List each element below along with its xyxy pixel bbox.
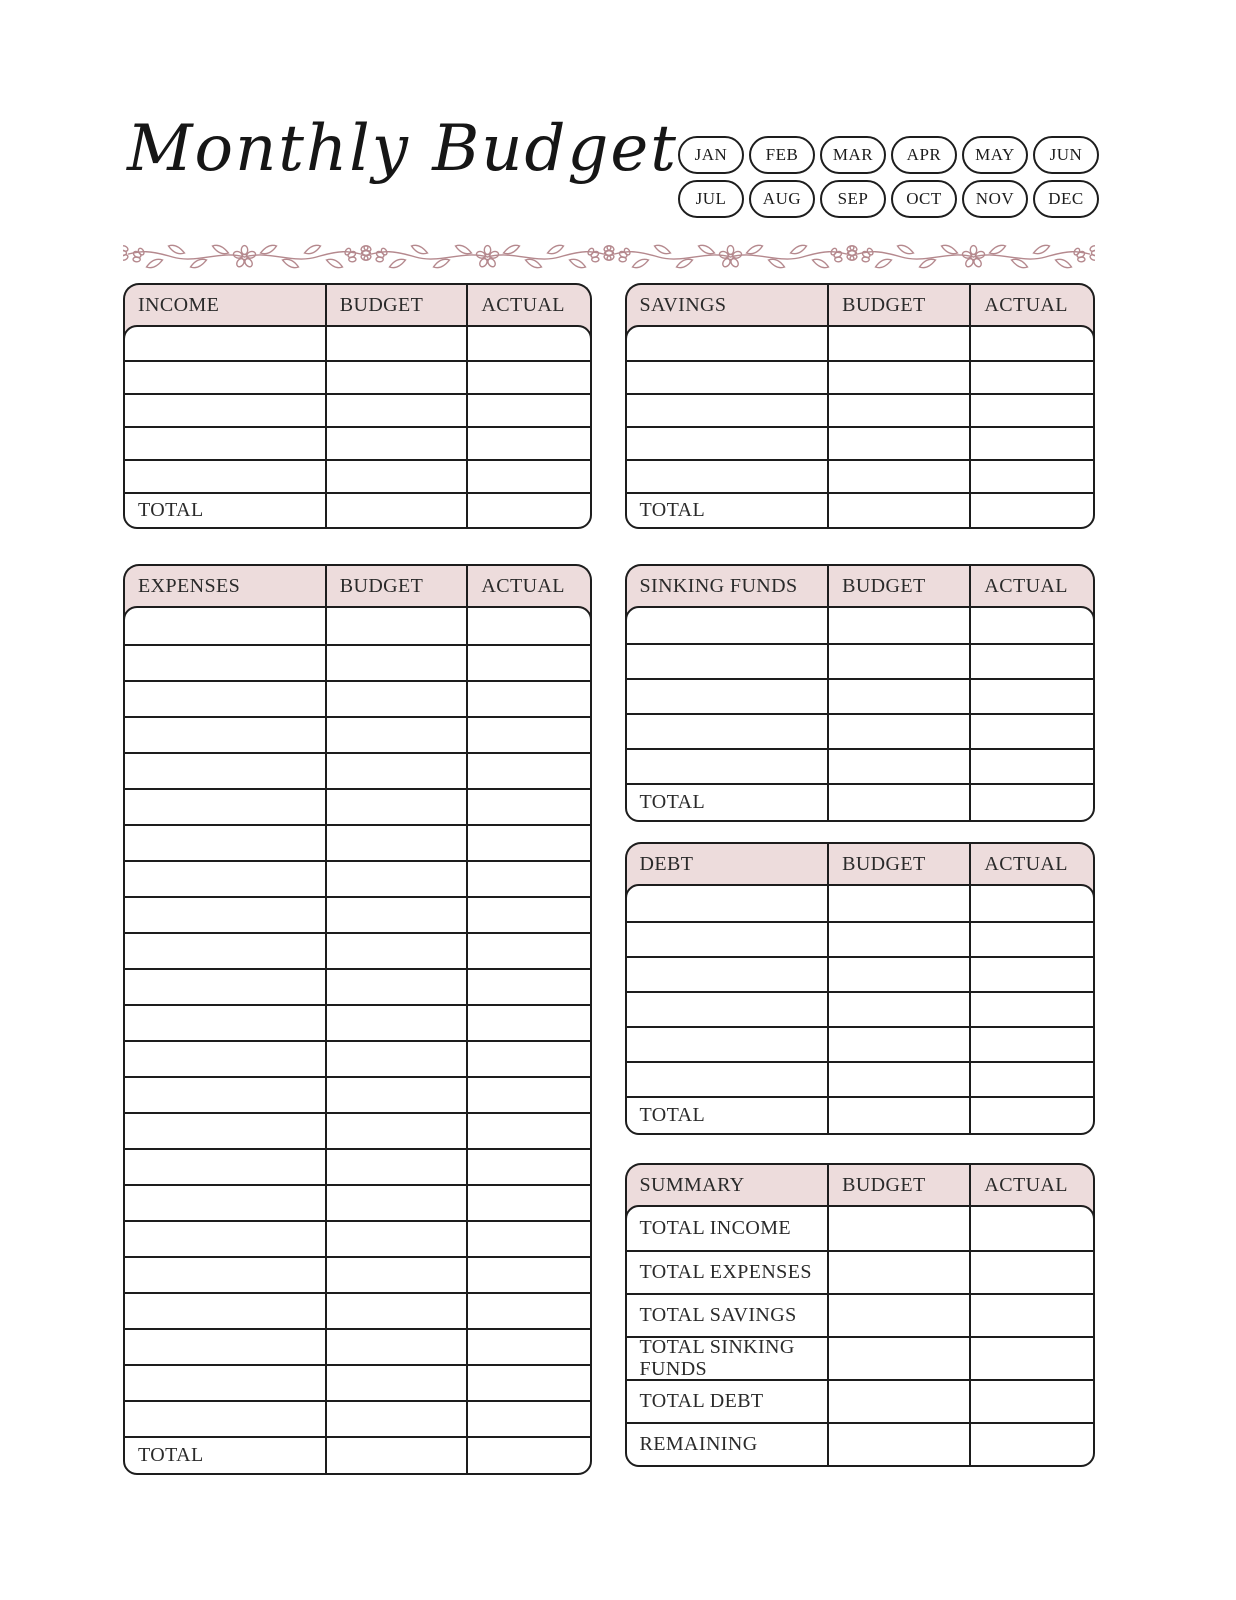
actual-column-header: ACTUAL <box>969 566 1093 620</box>
expenses-actual-input-cell[interactable] <box>466 1366 589 1400</box>
tables-area <box>0 274 1236 1475</box>
summary-row-label: TOTAL EXPENSES <box>639 1260 812 1283</box>
month-tab-label: OCT <box>906 189 942 208</box>
summary-actual-input-cell[interactable] <box>969 1295 1093 1336</box>
table-row <box>627 643 1094 678</box>
expenses-item-input-cell[interactable] <box>125 1258 325 1292</box>
month-tab-feb[interactable] <box>749 136 815 174</box>
sinking_funds-actual-input-cell[interactable] <box>969 750 1093 783</box>
month-tab-jul[interactable] <box>678 180 744 218</box>
income-table <box>123 283 592 529</box>
month-row-1 <box>678 136 1099 174</box>
savings-item-input-cell[interactable] <box>627 395 828 426</box>
expenses-actual-input-cell[interactable] <box>466 1330 589 1364</box>
table-row <box>125 1400 590 1436</box>
income-budget-input-cell[interactable] <box>325 395 467 426</box>
expenses-item-input-cell[interactable] <box>125 646 325 680</box>
sinking_funds-budget-input-cell[interactable] <box>827 608 969 643</box>
table-row <box>627 1061 1094 1096</box>
debt-table <box>625 842 1096 1135</box>
expenses-budget-input-cell[interactable] <box>325 898 467 932</box>
summary-table <box>625 1163 1096 1467</box>
income-column-header: INCOME <box>138 293 220 316</box>
sinking_funds-budget-input-cell[interactable] <box>827 715 969 748</box>
expenses-item-input-cell[interactable] <box>125 898 325 932</box>
debt-actual-input-cell[interactable] <box>969 1063 1093 1096</box>
expenses-total-budget-cell[interactable] <box>325 1438 467 1473</box>
total-row <box>125 1436 590 1473</box>
budget-column-header: BUDGET <box>827 844 969 898</box>
expenses-actual-input-cell[interactable] <box>466 1186 589 1220</box>
debt-budget-input-cell[interactable] <box>827 993 969 1026</box>
income-item-input-cell[interactable] <box>125 362 325 393</box>
income-actual-input-cell[interactable] <box>466 428 589 459</box>
summary-row-label: REMAINING <box>639 1432 758 1455</box>
savings-total-budget-cell[interactable] <box>827 494 969 527</box>
table-row <box>627 991 1094 1026</box>
savings-actual-input-cell[interactable] <box>969 362 1093 393</box>
budget-column-header: BUDGET <box>827 566 969 620</box>
income-actual-input-cell[interactable] <box>466 362 589 393</box>
debt-actual-input-cell[interactable] <box>969 958 1093 991</box>
expenses-item-input-cell[interactable] <box>125 1330 325 1364</box>
table-row <box>627 393 1094 426</box>
summary-column-header: SUMMARY <box>639 1173 745 1196</box>
month-tab-label: JUL <box>695 189 727 208</box>
budget-column-header: BUDGET <box>827 1165 969 1219</box>
debt-budget-input-cell[interactable] <box>827 923 969 956</box>
expenses-actual-input-cell[interactable] <box>466 1150 589 1184</box>
table-row <box>125 896 590 932</box>
savings-budget-input-cell[interactable] <box>827 395 969 426</box>
table-row <box>125 788 590 824</box>
income-actual-input-cell[interactable] <box>466 327 589 360</box>
expenses-budget-input-cell[interactable] <box>325 1222 467 1256</box>
table-row <box>125 393 590 426</box>
expenses-item-input-cell[interactable] <box>125 1006 325 1040</box>
month-tab-label: APR <box>906 145 942 164</box>
sinking_funds-column-header: SINKING FUNDS <box>639 574 798 597</box>
sinking_funds-actual-input-cell[interactable] <box>969 715 1093 748</box>
expenses-budget-input-cell[interactable] <box>325 1042 467 1076</box>
expenses-budget-input-cell[interactable] <box>325 682 467 716</box>
summary-budget-input-cell[interactable] <box>827 1381 969 1422</box>
debt-item-input-cell[interactable] <box>627 958 828 991</box>
table-row <box>125 459 590 492</box>
summary-budget-input-cell[interactable] <box>827 1424 969 1465</box>
expenses-item-input-cell[interactable] <box>125 718 325 752</box>
summary-budget-input-cell[interactable] <box>827 1252 969 1293</box>
expenses-item-input-cell[interactable] <box>125 790 325 824</box>
month-row-2 <box>678 180 1099 218</box>
month-tab-apr[interactable] <box>891 136 957 174</box>
table-row <box>125 1220 590 1256</box>
savings-table <box>625 283 1096 529</box>
month-selector <box>678 136 1099 218</box>
expenses-item-input-cell[interactable] <box>125 682 325 716</box>
income-table-body <box>123 325 592 529</box>
total-row-label: TOTAL <box>639 498 706 521</box>
sinking-funds-table <box>625 564 1096 822</box>
summary-row-label: TOTAL INCOME <box>639 1216 792 1239</box>
debt-item-input-cell[interactable] <box>627 1028 828 1061</box>
table-row <box>125 860 590 896</box>
table-row <box>125 1364 590 1400</box>
table-row <box>125 680 590 716</box>
expenses-actual-input-cell[interactable] <box>466 754 589 788</box>
month-tab-may[interactable] <box>962 136 1028 174</box>
summary-row <box>627 1250 1094 1293</box>
month-tab-label: MAY <box>975 145 1015 164</box>
table-row <box>125 1112 590 1148</box>
savings-table-body <box>625 325 1096 529</box>
expenses-item-input-cell[interactable] <box>125 1222 325 1256</box>
table-row <box>627 459 1094 492</box>
expenses-actual-input-cell[interactable] <box>466 1402 589 1436</box>
sinking_funds-item-input-cell[interactable] <box>627 750 828 783</box>
debt-table-body <box>625 884 1096 1135</box>
expenses-actual-input-cell[interactable] <box>466 1222 589 1256</box>
expenses-item-input-cell[interactable] <box>125 826 325 860</box>
sinking_funds-item-input-cell[interactable] <box>627 608 828 643</box>
income-total-actual-cell[interactable] <box>466 494 589 527</box>
table-row <box>125 1292 590 1328</box>
table-row <box>125 426 590 459</box>
income-budget-input-cell[interactable] <box>325 461 467 492</box>
income-item-input-cell[interactable] <box>125 327 325 360</box>
debt-actual-input-cell[interactable] <box>969 1028 1093 1061</box>
table-row <box>627 327 1094 360</box>
table-row <box>627 360 1094 393</box>
month-tab-label: JAN <box>694 145 728 164</box>
table-row <box>125 752 590 788</box>
table-row <box>627 713 1094 748</box>
sinking_funds-item-input-cell[interactable] <box>627 680 828 713</box>
page-title: Monthly Budget <box>127 112 678 186</box>
sinking_funds-actual-input-cell[interactable] <box>969 645 1093 678</box>
summary-row <box>627 1293 1094 1336</box>
income-item-input-cell[interactable] <box>125 395 325 426</box>
total-row <box>627 492 1094 527</box>
budget-column-header: BUDGET <box>325 566 467 620</box>
total-row <box>125 492 590 527</box>
summary-budget-input-cell[interactable] <box>827 1295 969 1336</box>
page-header <box>0 0 1236 236</box>
expenses-actual-input-cell[interactable] <box>466 970 589 1004</box>
expenses-column-header: EXPENSES <box>138 574 241 597</box>
total-row-label: TOTAL <box>639 1103 706 1126</box>
table-row <box>125 716 590 752</box>
expenses-budget-input-cell[interactable] <box>325 862 467 896</box>
table-row <box>627 678 1094 713</box>
total-row <box>627 783 1094 820</box>
expenses-actual-input-cell[interactable] <box>466 1006 589 1040</box>
month-tab-label: SEP <box>837 189 869 208</box>
table-row <box>627 921 1094 956</box>
summary-actual-input-cell[interactable] <box>969 1338 1093 1379</box>
month-tab-jun[interactable] <box>1033 136 1099 174</box>
expenses-actual-input-cell[interactable] <box>466 1258 589 1292</box>
expenses-actual-input-cell[interactable] <box>466 1114 589 1148</box>
expenses-table-body <box>123 606 592 1475</box>
month-tab-label: AUG <box>762 189 802 208</box>
expenses-budget-input-cell[interactable] <box>325 1258 467 1292</box>
income-budget-input-cell[interactable] <box>325 362 467 393</box>
total-row-label: TOTAL <box>639 790 706 813</box>
savings-item-input-cell[interactable] <box>627 362 828 393</box>
expenses-budget-input-cell[interactable] <box>325 646 467 680</box>
income-actual-input-cell[interactable] <box>466 395 589 426</box>
debt-item-input-cell[interactable] <box>627 993 828 1026</box>
table-row <box>125 1004 590 1040</box>
table-row <box>125 327 590 360</box>
left-column <box>123 283 592 1475</box>
savings-total-actual-cell[interactable] <box>969 494 1093 527</box>
expenses-actual-input-cell[interactable] <box>466 898 589 932</box>
table-row <box>125 644 590 680</box>
savings-item-input-cell[interactable] <box>627 461 828 492</box>
expenses-budget-input-cell[interactable] <box>325 1402 467 1436</box>
expenses-actual-input-cell[interactable] <box>466 826 589 860</box>
expenses-table <box>123 564 592 1475</box>
total-row-label: TOTAL <box>138 498 204 521</box>
actual-column-header: ACTUAL <box>466 566 589 620</box>
summary-actual-input-cell[interactable] <box>969 1381 1093 1422</box>
expenses-budget-input-cell[interactable] <box>325 608 467 644</box>
expenses-actual-input-cell[interactable] <box>466 682 589 716</box>
month-tab-jan[interactable] <box>678 136 744 174</box>
sinking_funds-budget-input-cell[interactable] <box>827 750 969 783</box>
floral-divider <box>0 236 1236 274</box>
income-total-budget-cell[interactable] <box>325 494 467 527</box>
expenses-item-input-cell[interactable] <box>125 1114 325 1148</box>
month-tab-mar[interactable] <box>820 136 886 174</box>
savings-budget-input-cell[interactable] <box>827 428 969 459</box>
month-tab-label: JUN <box>1049 145 1083 164</box>
actual-column-header: ACTUAL <box>969 844 1093 898</box>
income-budget-input-cell[interactable] <box>325 327 467 360</box>
expenses-actual-input-cell[interactable] <box>466 718 589 752</box>
debt-total-budget-cell[interactable] <box>827 1098 969 1133</box>
table-row <box>125 360 590 393</box>
table-row <box>125 1148 590 1184</box>
actual-column-header: ACTUAL <box>969 1165 1093 1219</box>
table-row <box>627 608 1094 643</box>
summary-row <box>627 1336 1094 1379</box>
expenses-budget-input-cell[interactable] <box>325 934 467 968</box>
summary-budget-input-cell[interactable] <box>827 1207 969 1250</box>
summary-actual-input-cell[interactable] <box>969 1252 1093 1293</box>
savings-item-input-cell[interactable] <box>627 327 828 360</box>
expenses-item-input-cell[interactable] <box>125 1402 325 1436</box>
summary-row <box>627 1379 1094 1422</box>
expenses-total-actual-cell[interactable] <box>466 1438 589 1473</box>
expenses-item-input-cell[interactable] <box>125 1042 325 1076</box>
expenses-budget-input-cell[interactable] <box>325 718 467 752</box>
month-tab-label: NOV <box>975 189 1015 208</box>
debt-total-actual-cell[interactable] <box>969 1098 1093 1133</box>
expenses-item-input-cell[interactable] <box>125 608 325 644</box>
savings-actual-input-cell[interactable] <box>969 428 1093 459</box>
expenses-item-input-cell[interactable] <box>125 754 325 788</box>
sinking_funds-actual-input-cell[interactable] <box>969 608 1093 643</box>
debt-actual-input-cell[interactable] <box>969 923 1093 956</box>
budget-column-header: BUDGET <box>325 285 467 339</box>
expenses-budget-input-cell[interactable] <box>325 1186 467 1220</box>
sinking_funds-table-body <box>625 606 1096 822</box>
expenses-budget-input-cell[interactable] <box>325 1150 467 1184</box>
month-tab-aug[interactable] <box>749 180 815 218</box>
savings-actual-input-cell[interactable] <box>969 327 1093 360</box>
month-tab-label: FEB <box>765 145 799 164</box>
table-row <box>125 1076 590 1112</box>
income-item-input-cell[interactable] <box>125 461 325 492</box>
expenses-budget-input-cell[interactable] <box>325 1366 467 1400</box>
table-row <box>125 1184 590 1220</box>
expenses-item-input-cell[interactable] <box>125 1078 325 1112</box>
expenses-budget-input-cell[interactable] <box>325 1078 467 1112</box>
expenses-budget-input-cell[interactable] <box>325 790 467 824</box>
budget-column-header: BUDGET <box>827 285 969 339</box>
debt-item-input-cell[interactable] <box>627 1063 828 1096</box>
debt-actual-input-cell[interactable] <box>969 993 1093 1026</box>
table-row <box>125 1040 590 1076</box>
expenses-actual-input-cell[interactable] <box>466 646 589 680</box>
savings-budget-input-cell[interactable] <box>827 461 969 492</box>
income-actual-input-cell[interactable] <box>466 461 589 492</box>
expenses-actual-input-cell[interactable] <box>466 934 589 968</box>
expenses-actual-input-cell[interactable] <box>466 862 589 896</box>
summary-table-body <box>625 1205 1096 1467</box>
floral-divider-ornament <box>123 240 1095 274</box>
total-row <box>627 1096 1094 1133</box>
summary-row-label: TOTAL SAVINGS <box>639 1303 797 1326</box>
expenses-budget-input-cell[interactable] <box>325 1294 467 1328</box>
month-tab-sep[interactable] <box>820 180 886 218</box>
savings-actual-input-cell[interactable] <box>969 395 1093 426</box>
month-tab-label: MAR <box>832 145 874 164</box>
table-row <box>125 824 590 860</box>
month-tab-dec[interactable] <box>1033 180 1099 218</box>
debt-item-input-cell[interactable] <box>627 923 828 956</box>
table-row <box>125 1328 590 1364</box>
expenses-actual-input-cell[interactable] <box>466 608 589 644</box>
savings-actual-input-cell[interactable] <box>969 461 1093 492</box>
debt-item-input-cell[interactable] <box>627 886 828 921</box>
summary-actual-input-cell[interactable] <box>969 1424 1093 1465</box>
debt-budget-input-cell[interactable] <box>827 886 969 921</box>
sinking_funds-total-actual-cell[interactable] <box>969 785 1093 820</box>
debt-column-header: DEBT <box>639 852 694 875</box>
debt-budget-input-cell[interactable] <box>827 1028 969 1061</box>
table-row <box>627 886 1094 921</box>
savings-column-header: SAVINGS <box>639 293 727 316</box>
total-row-label: TOTAL <box>138 1443 204 1466</box>
actual-column-header: ACTUAL <box>466 285 589 339</box>
expenses-actual-input-cell[interactable] <box>466 1078 589 1112</box>
table-row <box>125 1256 590 1292</box>
expenses-budget-input-cell[interactable] <box>325 970 467 1004</box>
expenses-item-input-cell[interactable] <box>125 1150 325 1184</box>
table-row <box>125 608 590 644</box>
expenses-budget-input-cell[interactable] <box>325 826 467 860</box>
actual-column-header: ACTUAL <box>969 285 1093 339</box>
expenses-item-input-cell[interactable] <box>125 970 325 1004</box>
summary-row <box>627 1422 1094 1465</box>
summary-row-label: TOTAL SINKING FUNDS <box>639 1335 795 1380</box>
summary-row <box>627 1207 1094 1250</box>
month-tab-nov[interactable] <box>962 180 1028 218</box>
income-budget-input-cell[interactable] <box>325 428 467 459</box>
expenses-budget-input-cell[interactable] <box>325 1114 467 1148</box>
savings-budget-input-cell[interactable] <box>827 327 969 360</box>
expenses-budget-input-cell[interactable] <box>325 754 467 788</box>
expenses-budget-input-cell[interactable] <box>325 1330 467 1364</box>
expenses-actual-input-cell[interactable] <box>466 1042 589 1076</box>
table-row <box>627 956 1094 991</box>
sinking_funds-budget-input-cell[interactable] <box>827 645 969 678</box>
table-row <box>125 932 590 968</box>
month-tab-oct[interactable] <box>891 180 957 218</box>
sinking_funds-actual-input-cell[interactable] <box>969 680 1093 713</box>
summary-budget-input-cell[interactable] <box>827 1338 969 1379</box>
debt-budget-input-cell[interactable] <box>827 958 969 991</box>
sinking_funds-budget-input-cell[interactable] <box>827 680 969 713</box>
expenses-item-input-cell[interactable] <box>125 862 325 896</box>
expenses-item-input-cell[interactable] <box>125 934 325 968</box>
right-column <box>625 283 1096 1467</box>
table-row <box>125 968 590 1004</box>
table-row <box>627 1026 1094 1061</box>
expenses-budget-input-cell[interactable] <box>325 1006 467 1040</box>
summary-actual-input-cell[interactable] <box>969 1207 1093 1250</box>
debt-budget-input-cell[interactable] <box>827 1063 969 1096</box>
savings-item-input-cell[interactable] <box>627 428 828 459</box>
expenses-item-input-cell[interactable] <box>125 1186 325 1220</box>
expenses-item-input-cell[interactable] <box>125 1366 325 1400</box>
debt-actual-input-cell[interactable] <box>969 886 1093 921</box>
expenses-actual-input-cell[interactable] <box>466 790 589 824</box>
sinking_funds-item-input-cell[interactable] <box>627 645 828 678</box>
expenses-actual-input-cell[interactable] <box>466 1294 589 1328</box>
table-row <box>627 748 1094 783</box>
savings-budget-input-cell[interactable] <box>827 362 969 393</box>
summary-row-label: TOTAL DEBT <box>639 1389 764 1412</box>
month-tab-label: DEC <box>1048 189 1084 208</box>
expenses-item-input-cell[interactable] <box>125 1294 325 1328</box>
table-row <box>627 426 1094 459</box>
sinking_funds-item-input-cell[interactable] <box>627 715 828 748</box>
income-item-input-cell[interactable] <box>125 428 325 459</box>
sinking_funds-total-budget-cell[interactable] <box>827 785 969 820</box>
